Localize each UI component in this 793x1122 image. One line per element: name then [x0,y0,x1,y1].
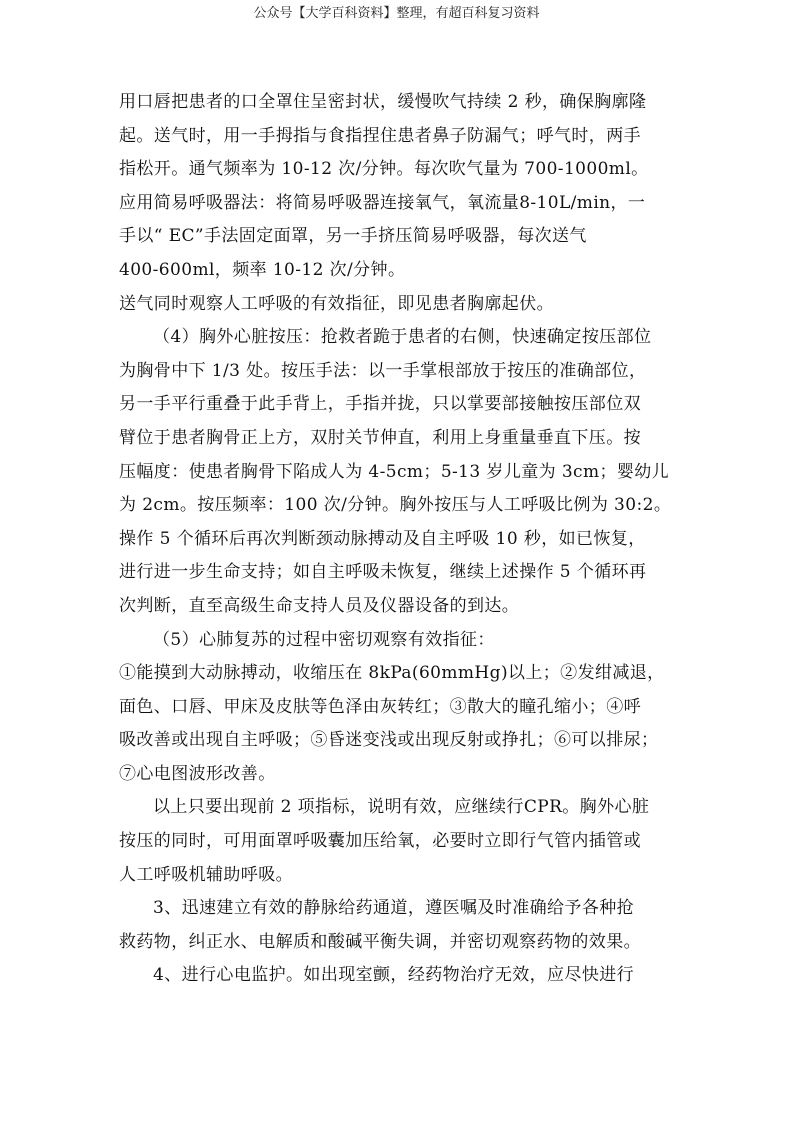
text-line: 手以“ EC”手法固定面罩，另一手挤压简易呼吸器，每次送气 [119,226,587,247]
text-line: （4）胸外心脏按压：抢救者跪于患者的右侧，快速确定按压部位 [153,327,652,348]
text-line: 进行进一步生命支持；如自主呼吸未恢复，继续上述操作 5 个循环再 [119,562,647,583]
text-line: 3、迅速建立有效的静脉给药通道，遵医嘱及时准确给予各种抢 [153,898,635,919]
text-line: 另一手平行重叠于此手背上，手指并拢，只以掌要部接触按压部位双 [119,394,641,415]
document-body [119,86,679,993]
text-line: 次判断，直至高级生命支持人员及仪器设备的到达。 [119,595,520,616]
text-line: 救药物，纠正水、电解质和酸碱平衡失调，并密切观察药物的效果。 [119,931,641,952]
text-line: 操作 5 个循环后再次判断颈动脉搏动及自主呼吸 10 秒，如已恢复， [119,528,646,549]
text-line: 按压的同时，可用面罩呼吸囊加压给氧，必要时立即行气管内插管或 [119,831,641,852]
text-line: 送气同时观察人工呼吸的有效指征，即见患者胸廓起伏。 [119,293,554,314]
text-line: ⑦心电图波形改善。 [119,763,276,784]
text-line: （5）心肺复苏的过程中密切观察有效指征： [153,629,495,650]
text-line: 以上只要出现前 2 项指标，说明有效，应继续行CPR。胸外心脏 [153,797,650,818]
text-line: 吸改善或出现自主呼吸；⑤昏迷变浅或出现反射或挣扎；⑥可以排尿； [119,730,659,751]
text-line: 4、进行心电监护。如出现室颤，经药物治疗无效，应尽快进行 [153,965,635,986]
text-line: 压幅度：使患者胸骨下陷成人为 4-5cm；5-13 岁儿童为 3cm；婴幼儿 [119,461,670,482]
text-line: 臂位于患者胸骨正上方，双肘关节伸直，利用上身重量垂直下压。按 [119,427,641,448]
text-line: ①能摸到大动脉搏动，收缩压在 8kPa(60mmHg)以上；②发绀减退， [119,663,665,684]
text-line: 应用简易呼吸器法：将简易呼吸器连接氧气，氧流量8-10L/min，一 [119,192,646,213]
text-line: 400-600ml，频率 10-12 次/分钟。 [119,259,406,280]
text-line: 人工呼吸机辅助呼吸。 [119,864,293,885]
text-line: 面色、口唇、甲床及皮肤等色泽由灰转红；③散大的瞳孔缩小；④呼 [119,696,641,717]
text-line: 起。送气时，用一手拇指与食指捏住患者鼻子防漏气；呼气时，两手 [119,125,641,146]
text-line: 指松开。通气频率为 10-12 次/分钟。每次吹气量为 700-1000ml。 [119,159,649,180]
text-line: 用口唇把患者的口全罩住呈密封状，缓慢吹气持续 2 秒，确保胸廓隆 [119,92,647,112]
text-line: 为胸骨中下 1/3 处。按压手法：以一手掌根部放于按压的准确部位， [119,360,647,381]
page-header: 公众号【大学百科资料】整理，有超百科复习资料 [253,6,540,21]
text-line: 为 2cm。按压频率：100 次/分钟。胸外按压与人工呼吸比例为 30:2。 [119,495,672,516]
